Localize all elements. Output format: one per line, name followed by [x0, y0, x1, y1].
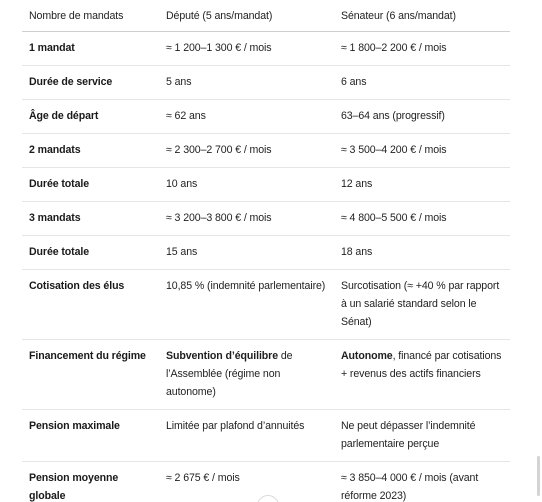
depute-cell: 15 ans [159, 235, 334, 269]
row-label: Pension maximale [22, 409, 159, 461]
table-row [22, 133, 510, 167]
depute-cell: ≈ 2 300–2 700 € / mois [159, 133, 334, 167]
column-header-senateur: Sénateur (6 ans/mandat) [334, 0, 510, 31]
column-header-mandats: Nombre de mandats [22, 0, 159, 31]
table-header-row [22, 0, 510, 31]
depute-cell: ≈ 3 200–3 800 € / mois [159, 201, 334, 235]
senateur-cell: 63–64 ans (progressif) [334, 99, 510, 133]
senateur-cell: ≈ 4 800–5 500 € / mois [334, 201, 510, 235]
senateur-cell: ≈ 1 800–2 200 € / mois [334, 31, 510, 65]
row-label: Durée totale [22, 235, 159, 269]
depute-cell [159, 339, 334, 409]
row-label: Cotisation des élus [22, 269, 159, 339]
table-row [22, 269, 510, 339]
pension-comparison-table [22, 0, 510, 502]
row-label: 2 mandats [22, 133, 159, 167]
senateur-cell: Ne peut dépasser l’indemnité parlementaire perçue [334, 409, 510, 461]
row-label: Financement du régime [22, 339, 159, 409]
row-label: Pension moyenne globale [22, 461, 159, 502]
table-row [22, 99, 510, 133]
table-row [22, 409, 510, 461]
senateur-cell: 18 ans [334, 235, 510, 269]
depute-cell: Limitée par plafond d’annuités [159, 409, 334, 461]
row-label: Durée totale [22, 167, 159, 201]
table-row [22, 31, 510, 65]
depute-cell: ≈ 62 ans [159, 99, 334, 133]
row-label: 1 mandat [22, 31, 159, 65]
table-row [22, 167, 510, 201]
depute-cell: 10,85 % (indemnité parlementaire) [159, 269, 334, 339]
senateur-cell: 6 ans [334, 65, 510, 99]
scrollbar-thumb[interactable] [537, 456, 540, 496]
senateur-cell: 12 ans [334, 167, 510, 201]
cell-text: , financé par cotisations + revenus des actifs financiers [341, 349, 502, 380]
depute-cell: 10 ans [159, 167, 334, 201]
column-header-depute: Député (5 ans/mandat) [159, 0, 334, 31]
senateur-cell: ≈ 3 500–4 200 € / mois [334, 133, 510, 167]
depute-cell: 5 ans [159, 65, 334, 99]
table-row [22, 339, 510, 409]
table-row [22, 65, 510, 99]
cell-text: de l’Assemblée (régime non autonome) [166, 349, 293, 398]
row-label: 3 mandats [22, 201, 159, 235]
row-label: Durée de service [22, 65, 159, 99]
senateur-cell: Surcotisation (≈ +40 % par rapport à un salarié standard selon le Sénat) [334, 269, 510, 339]
senateur-cell: ≈ 3 850–4 000 € / mois (avant réforme 2023) [334, 461, 510, 502]
senateur-cell [334, 339, 510, 409]
depute-cell: ≈ 2 675 € / mois [159, 461, 334, 502]
table-row [22, 235, 510, 269]
depute-cell: ≈ 1 200–1 300 € / mois [159, 31, 334, 65]
bold-term: Subvention d’équilibre [166, 349, 278, 362]
row-label: Âge de départ [22, 99, 159, 133]
table-row [22, 201, 510, 235]
bold-term: Autonome [341, 349, 393, 362]
